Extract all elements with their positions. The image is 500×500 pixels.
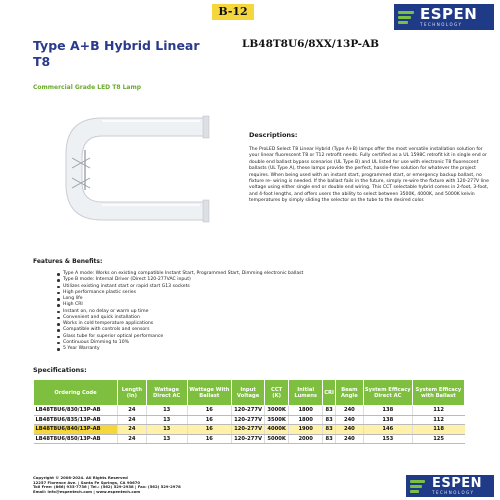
feature-item: High CRI <box>57 302 303 308</box>
table-cell: LB48T8U6/850/13P-AB <box>34 434 118 444</box>
table-cell: 83 <box>323 434 336 444</box>
table-cell: 83 <box>323 415 336 425</box>
table-cell: 240 <box>335 406 363 416</box>
table-cell: 153 <box>363 434 412 444</box>
product-title: Type A+B Hybrid Linear T8 <box>33 38 200 69</box>
column-header: CCT (K) <box>265 380 289 406</box>
table-cell: 24 <box>118 406 147 416</box>
espen-swoosh-icon <box>398 9 416 25</box>
table-cell: 146 <box>363 425 412 435</box>
logo-name: ESPEN <box>420 5 478 23</box>
table-cell: LB48T8U6/830/13P-AB <box>34 406 118 416</box>
column-header: Wattage Direct AC <box>146 380 187 406</box>
column-header: CRI <box>323 380 336 406</box>
table-cell: 120-277V <box>232 406 265 416</box>
column-header: System Efficacy Direct AC <box>363 380 412 406</box>
feature-item: Glass tube for superior optical performance <box>57 334 303 340</box>
column-header: System Efficacy with Ballast <box>412 380 464 406</box>
table-cell: 240 <box>335 425 363 435</box>
feature-item: Works in cold temperature applications <box>57 321 303 327</box>
table-cell: 3000K <box>265 406 289 416</box>
footer-copyright: Copyright © 2008-2024. All Rights Reserved <box>33 475 128 480</box>
model-number: LB48T8U6/8XX/13P-AB <box>242 38 380 50</box>
table-cell: 118 <box>412 425 464 435</box>
column-header: Beam Angle <box>335 380 363 406</box>
page-label: B-12 <box>212 4 254 20</box>
table-row <box>34 415 465 425</box>
table-cell: 83 <box>323 406 336 416</box>
table-cell: 120-277V <box>232 415 265 425</box>
espen-footer-logo <box>406 475 494 497</box>
specifications-heading: Specifications: <box>33 366 87 374</box>
feature-item: Long life <box>57 296 303 302</box>
specifications-table <box>33 379 465 444</box>
table-cell: 112 <box>412 406 464 416</box>
product-subtitle: Commercial Grade LED T8 Lamp <box>33 84 142 91</box>
column-header: Ordering Code <box>34 380 118 406</box>
feature-item: Type B mode: Internal Driver (Direct 120-277VAC input) <box>57 277 303 283</box>
column-header: Initial Lumens <box>289 380 323 406</box>
descriptions-text: The ProLED Select T8 Linear Hybrid (Type A+B) lamps offer the most versatile installation solution for your linear fluorescent T8 or T12 retrofit needs. Fully certified as a UL 1598C retrofit kit in single end or double end ballast bypass scenarios (UL Type B) and UL listed for use with electronic T8 fluorescent ballasts (UL Type A), these lamps provide the perfect, hassle-free solution for whatever the project requires. When being used with an instant start, programmed start, or emergency backup ballast, no fixture re- wiring is needed. If the ballast fails in the future, simply re-wire the fixture with 120-277V line voltage using either single end or double end wiring. This CCT selectable hybrid comes in 2-foot, 3-foot, and 4-foot lengths, and offers users the ability to select between 3500K, 4000K, and 5000K kelvin temperatures by simply sliding the selector on the tube to the desired color. <box>249 147 489 204</box>
table-cell: 125 <box>412 434 464 444</box>
table-cell: 16 <box>187 415 231 425</box>
table-cell: 24 <box>118 415 147 425</box>
logo-name: ESPEN <box>432 476 483 491</box>
logo-subtitle: TECHNOLOGY <box>420 22 463 27</box>
table-cell: 13 <box>146 425 187 435</box>
table-cell: 13 <box>146 434 187 444</box>
feature-item: Utilizes existing instant start or rapid start G13 sockets <box>57 284 303 290</box>
table-cell: 13 <box>146 415 187 425</box>
table-cell: 5000K <box>265 434 289 444</box>
table-cell: 240 <box>335 434 363 444</box>
table-cell: 138 <box>363 415 412 425</box>
column-header: Length (in) <box>118 380 147 406</box>
table-cell: 240 <box>335 415 363 425</box>
table-cell: 138 <box>363 406 412 416</box>
footer-address: 12257 Florence Ave. | Santa Fe Springs, CA 90670 <box>33 479 141 485</box>
table-cell: 1800 <box>289 415 323 425</box>
footer-email: Email: info@espentech.com | www.espentech.com <box>33 488 141 494</box>
espen-logo <box>394 4 494 30</box>
table-cell: 16 <box>187 434 231 444</box>
feature-item: Convenient and quick installation <box>57 315 303 321</box>
table-cell: 120-277V <box>232 425 265 435</box>
table-header-row <box>34 380 465 406</box>
table-cell: 83 <box>323 425 336 435</box>
table-cell: 1800 <box>289 406 323 416</box>
table-cell: 24 <box>118 425 147 435</box>
table-cell: 1900 <box>289 425 323 435</box>
feature-item: 5 Year Warranty <box>57 346 303 352</box>
table-cell: 24 <box>118 434 147 444</box>
table-cell: LB48T8U6/835/13P-AB <box>34 415 118 425</box>
table-cell: 16 <box>187 425 231 435</box>
table-cell: 4000K <box>265 425 289 435</box>
logo-subtitle: TECHNOLOGY <box>432 490 475 495</box>
table-cell: 16 <box>187 406 231 416</box>
table-cell: 2000 <box>289 434 323 444</box>
features-list <box>57 271 303 352</box>
table-cell: 3500K <box>265 415 289 425</box>
column-header: Input Voltage <box>232 380 265 406</box>
table-row <box>34 406 465 416</box>
footer-contact <box>33 476 181 494</box>
feature-item: Instant on, no delay or warm up time <box>57 309 303 315</box>
descriptions-heading: Descriptions: <box>249 131 298 139</box>
table-cell: 112 <box>412 415 464 425</box>
table-row-highlighted <box>34 425 465 435</box>
espen-swoosh-icon <box>410 478 428 494</box>
feature-item: Continuous Dimming to 10% <box>57 340 303 346</box>
table-cell: 120-277V <box>232 434 265 444</box>
features-heading: Features & Benefits: <box>33 258 103 265</box>
feature-item: Compatible with controls and sensors <box>57 327 303 333</box>
footer-phone: Toll Free: (866) 933-7736 | Tel.: (562) 529-2938 | Fax: (562) 529-2978 <box>33 484 181 490</box>
feature-item: High performance plastic series <box>57 290 303 296</box>
table-cell: LB48T8U6/840/13P-AB <box>34 425 118 435</box>
table-row <box>34 434 465 444</box>
column-header: Wattage With Ballast <box>187 380 231 406</box>
u-lamp-image <box>60 104 210 230</box>
feature-item: Type A mode: Works on existing compatible Instant Start, Programmed Start, Dimming electronic ballast <box>57 271 303 277</box>
table-cell: 13 <box>146 406 187 416</box>
